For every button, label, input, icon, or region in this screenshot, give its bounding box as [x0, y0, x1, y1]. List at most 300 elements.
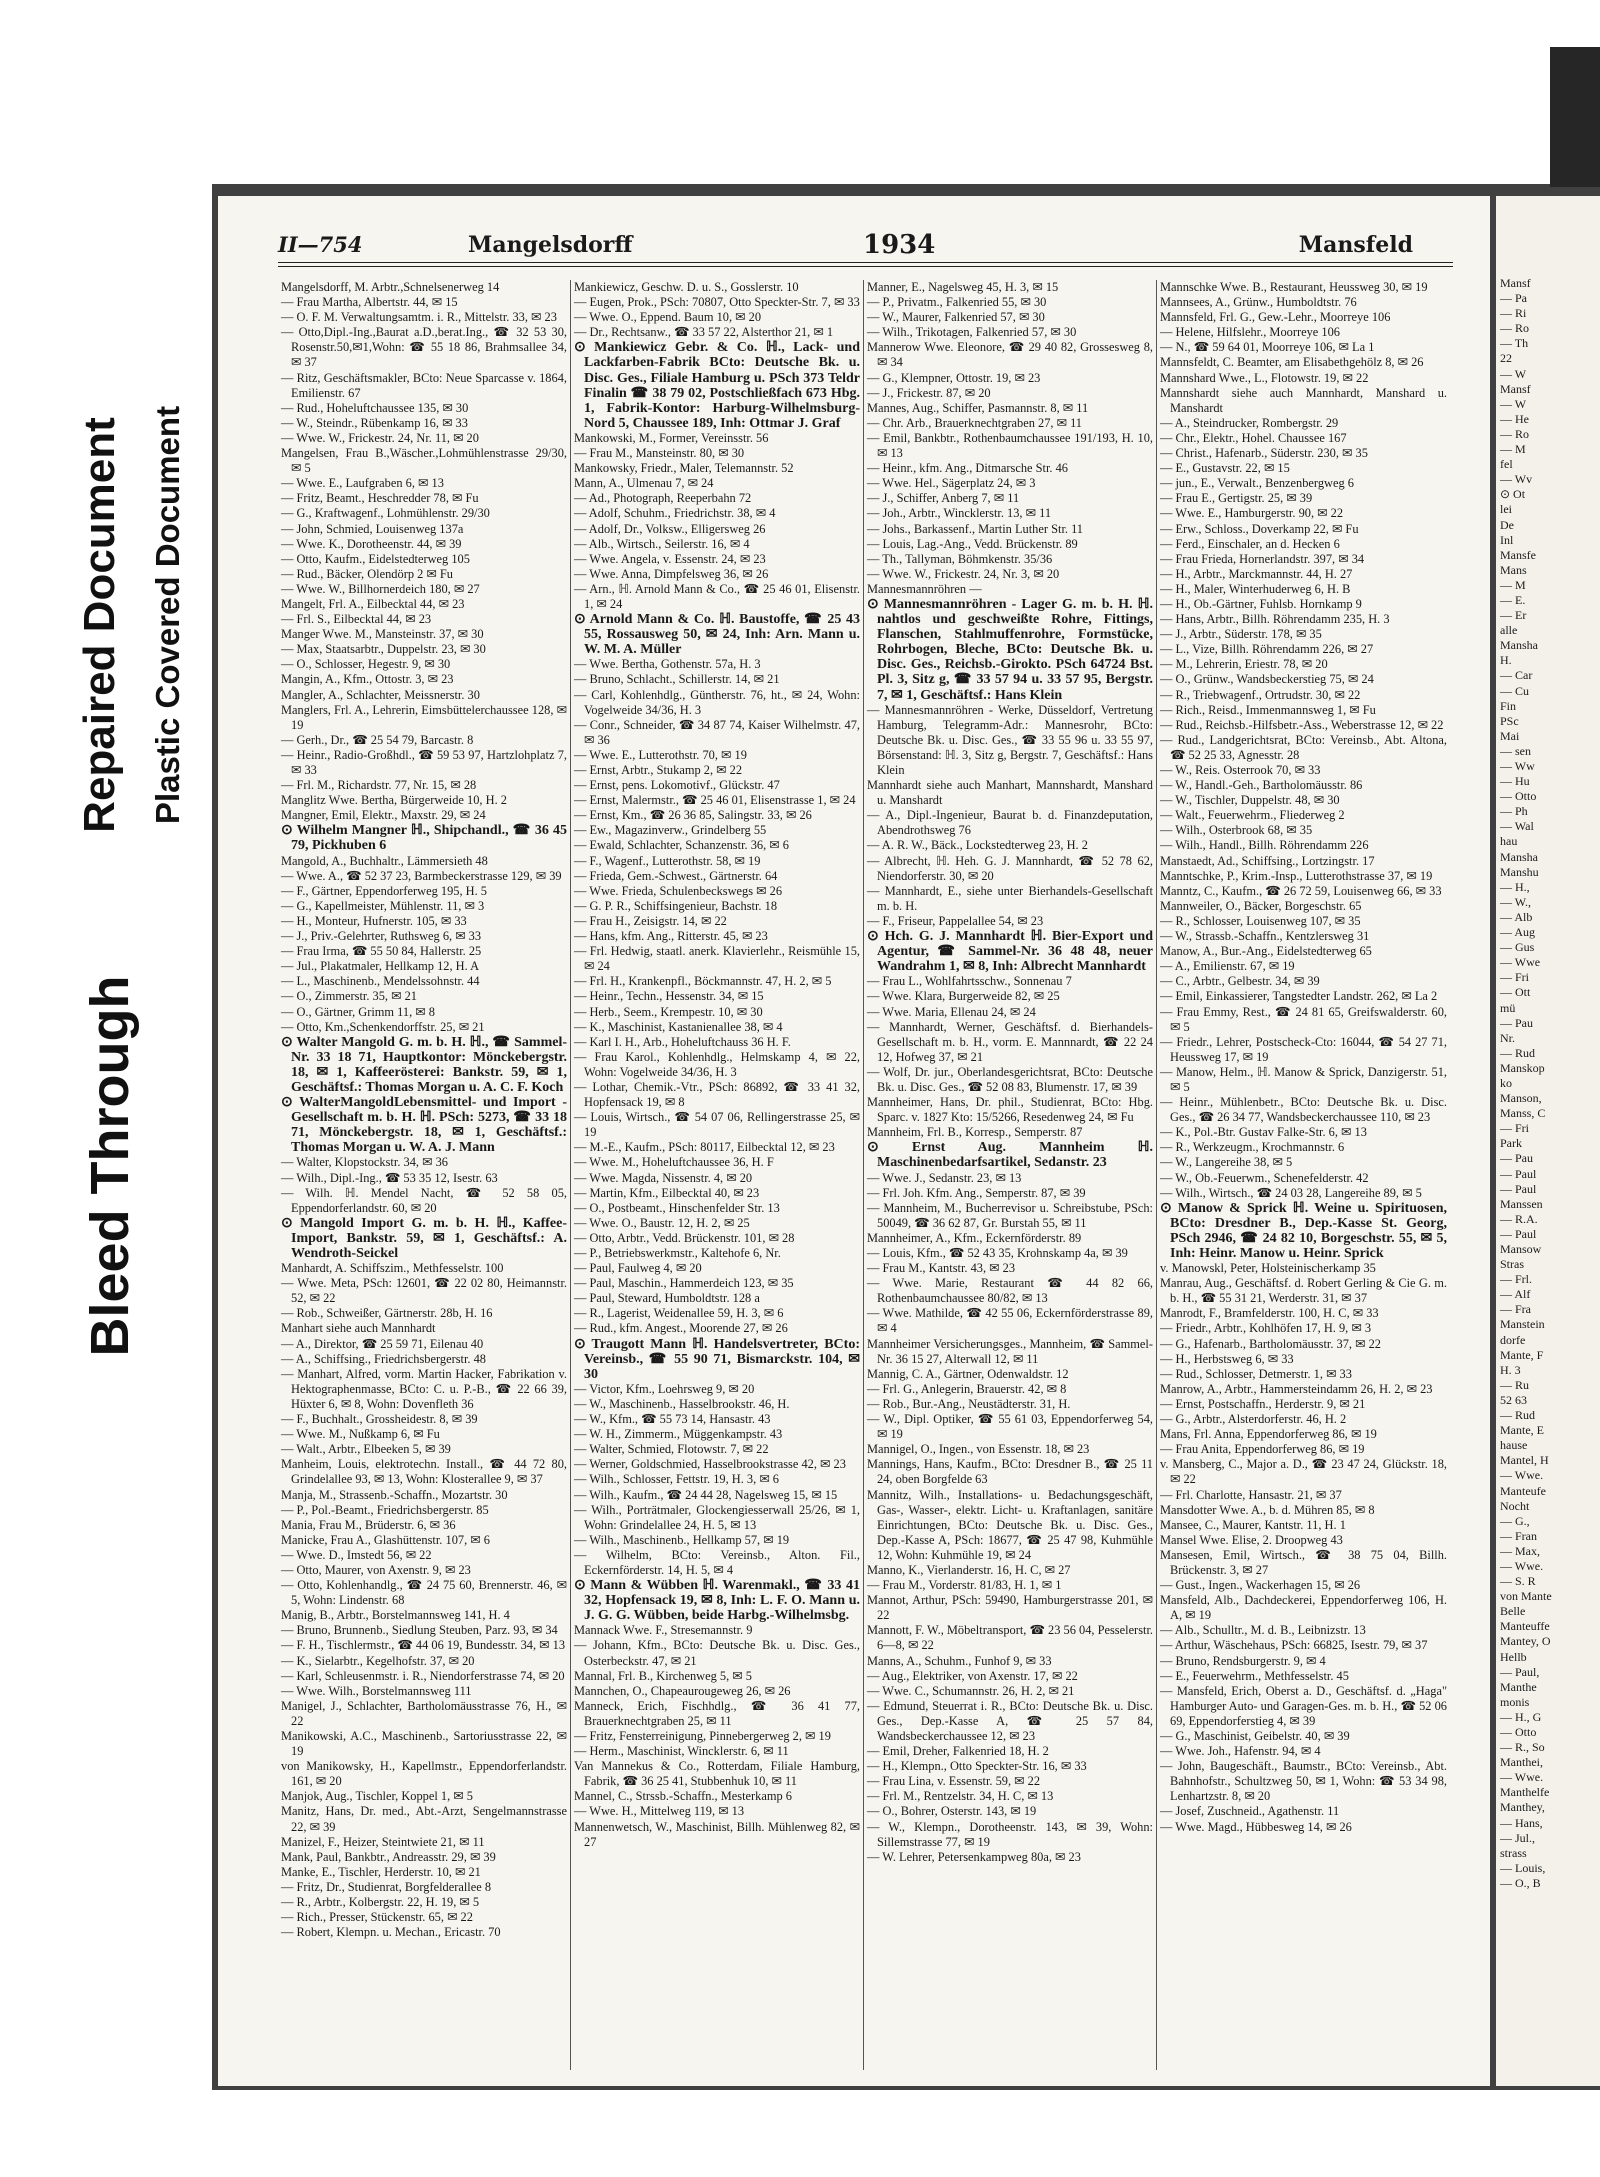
directory-entry: — Wwe. A., ☎ 52 37 23, Barmbeckerstrasse 129, ✉ 39: [281, 868, 562, 883]
next-page-line: Manthey,: [1500, 1800, 1545, 1815]
next-page-line: Manss, C: [1500, 1106, 1546, 1121]
directory-entry: Manow, A., Bur.-Ang., Eidelstedterweg 65: [1160, 944, 1372, 959]
directory-entry: — Wwe. Magd., Hübbesweg 14, ✉ 26: [1160, 1819, 1352, 1834]
next-page-line: — Ro: [1500, 426, 1530, 441]
directory-entry: — Rud., kfm. Angest., Moorende 27, ✉ 26: [574, 1321, 788, 1336]
directory-entry: — John, Baugeschäft., Baumstr., BCto: Vereinsb., Abt. Bahnhofstr., Schultzweg 50, ✉ 1, Wohn: ☎ 53 34 98, Lenhartzstr. 8, ✉ 20: [1160, 1759, 1447, 1804]
directory-entry: — P., Betriebswerkmstr., Kaltehofe 6, Nr.: [574, 1246, 781, 1260]
next-page-line: — Aug: [1500, 925, 1536, 940]
next-page-line: — Ott: [1500, 985, 1531, 1000]
directory-entry: Mannitz, Wilh., Installations- u. Bedachungsgeschäft, Gas-, Wasser-, elektr. Licht- u. Kraftanlagen, sanitäre Einrichtungen, BCto: Deutsche Bk. u. Disc. Ges., Dep.-Kasse A, PSch: 18677, ☎ 25 47 98, Kuhmühle 12, Wohn: Kuhmühle 19, ✉ 24: [867, 1487, 1153, 1562]
directory-entry: — Otto, Arbtr., Vedd. Brückenstr. 101, ✉ 28: [574, 1230, 795, 1245]
next-page-line: ⊙ Ot: [1500, 487, 1526, 502]
directory-entry: Mannsfeld, Frl. G., Gew.-Lehr., Moorreye 106: [1160, 310, 1391, 325]
directory-entry: Mannsfeldt, C. Beamter, am Elisabethgehölz 8, ✉ 26: [1160, 355, 1424, 370]
directory-entry: — Paul, Faulweg 4, ✉ 20: [574, 1261, 702, 1276]
directory-entry: Manner, E., Nagelsweg 45, H. 3, ✉ 15: [867, 280, 1059, 294]
directory-entry: — Frau L., Wohlfahrtsschw., Sonnenau 7: [867, 974, 1072, 989]
directory-entry: — Arn., ℍ. Arnold Mann & Co., ☎ 25 46 01, Elisenstr. 1, ✉ 24: [574, 581, 860, 611]
directory-entry: — W., Handl.-Geh., Bartholomäusstr. 86: [1160, 778, 1363, 793]
next-page-line: Manthelfe: [1500, 1785, 1550, 1800]
directory-entry: — Bruno, Rendsburgerstr. 9, ✉ 4: [1160, 1653, 1326, 1668]
directory-entry: — O., Postbeamt., Hinschenfelder Str. 13: [574, 1200, 780, 1215]
directory-entry: — A., Direktor, ☎ 25 59 71, Eilenau 40: [281, 1336, 484, 1351]
directory-entry: — Frl. Joh. Kfm. Ang., Semperstr. 87, ✉ 39: [867, 1185, 1086, 1200]
column-4: [1157, 280, 1450, 2070]
next-page-line: Manstein: [1500, 1317, 1545, 1332]
directory-entry: — Wwe. C., Schumannstr. 26, H. 2, ✉ 21: [867, 1683, 1075, 1698]
directory-entry: — Frau E., Gertigstr. 25, ✉ 39: [1160, 491, 1313, 506]
directory-entry: Mannings, Hans, Kaufm., BCto: Dresdner B., ☎ 25 11 24, oben Borgfelde 63: [867, 1457, 1153, 1487]
directory-entry: — jun., E., Verwalt., Benzenbergweg 6: [1160, 476, 1354, 491]
next-page-line: dorfe: [1500, 1332, 1526, 1347]
directory-entry: — Walt., Arbtr., Elbeeken 5, ✉ 39: [281, 1442, 451, 1457]
next-page-line: — Alb: [1500, 909, 1533, 924]
directory-entry: — Aug., Elektriker, von Axenstr. 17, ✉ 22: [867, 1668, 1078, 1683]
directory-entry: Mannes, Aug., Schiffer, Pasmannstr. 8, ✉ 11: [867, 400, 1089, 415]
next-page-line: — Hu: [1500, 774, 1530, 789]
directory-entry: — Wilh., Trikotagen, Falkenried 57, ✉ 30: [867, 325, 1077, 340]
directory-entry: Mangelt, Frl. A., Eilbecktal 44, ✉ 23: [281, 596, 465, 611]
directory-entry: — Wilh., Porträtmaler, Glockengiesserwall 25/26, ✉ 1, Wohn: Grindelallee 24, H. 5, ✉ 13: [574, 1502, 860, 1532]
next-page-line: — E.: [1500, 592, 1526, 607]
directory-entry: Manntschke, P., Krim.-Insp., Lutterothstrasse 37, ✉ 19: [1160, 868, 1433, 883]
directory-entry: — Mannhardt, Werner, Geschäftsf. d. Bierhandels-Gesellschaft m. b. H., vorm. E. Mannnardt, ☎ 22 24 12, Hofweg 37, ✉ 21: [867, 1019, 1153, 1064]
directory-entry: — Frl. S., Eilbecktal 44, ✉ 23: [281, 612, 432, 627]
directory-entry: — Wwe. K., Dorotheenstr. 44, ✉ 39: [281, 536, 462, 551]
directory-entry: Mannschke Wwe. B., Restaurant, Heussweg 30, ✉ 19: [1160, 280, 1428, 294]
directory-entry: — Mannheim, M., Bucherrevisor u. Schreibstube, PSch: 50049, ☎ 36 62 87, Gr. Burstah 55, ✉ 11: [867, 1200, 1153, 1230]
directory-entry: — Max, Staatsarbtr., Duppelstr. 23, ✉ 30: [281, 642, 486, 657]
directory-entry: — Ritz, Geschäftsmakler, BCto: Neue Sparcasse v. 1864, Emilienstr. 67: [281, 370, 567, 400]
next-page-line: — Ww: [1500, 759, 1535, 773]
next-page-line: — S. R: [1500, 1574, 1536, 1589]
directory-entry: Mangold, A., Buchhaltr., Lämmersieth 48: [281, 853, 488, 868]
next-page-line: — Fran: [1500, 1528, 1537, 1543]
next-page-line: Inl: [1500, 532, 1514, 547]
directory-entry: Manitz, Hans, Dr. med., Abt.-Arzt, Sengelmannstrasse 22, ✉ 39: [281, 1804, 567, 1834]
directory-entry: — Ernst, pens. Lokomotivf., Glückstr. 47: [574, 778, 780, 793]
directory-entry: ⊙ Mangold Import G. m. b. H. ℍ., Kaffee-Import, Bankstr. 59, ✉ 1, Geschäftsf.: A. Wendroth-Seickel: [281, 1215, 567, 1261]
directory-columns: [278, 280, 1453, 2070]
directory-entry: — H., Ob.-Gärtner, Fuhlsb. Hornkamp 9: [1160, 596, 1362, 611]
next-page-line: H.: [1500, 653, 1512, 668]
directory-entry: — Jul., Plakatmaler, Hellkamp 12, H. A: [281, 959, 480, 974]
directory-entry: — Otto, Kaufm., Eidelstedterweg 105: [281, 551, 470, 566]
directory-entry: — Manhart, Alfred, vorm. Martin Hacker, Fabrikation v. Hektographenmasse, BCto: C. u. P.-B., ☎ 22 66 39, Hüxter 6, ✉ 8, Wohn: Dovenfleth 36: [281, 1366, 567, 1411]
header-rule-double: [278, 266, 1453, 267]
next-page-line: — Ph: [1500, 804, 1528, 819]
header-first-name: Mangelsdorff: [468, 232, 633, 258]
directory-entry: Mannheim, Frl. B., Korresp., Semperstr. 87: [867, 1125, 1083, 1140]
directory-entry: Mansesen, Emil, Wirtsch., ☎ 38 75 04, Billh. Brückenstr. 3, ✉ 27: [1160, 1547, 1447, 1577]
directory-entry: — K., Maschinist, Kastanienallee 38, ✉ 4: [574, 1019, 783, 1034]
next-page-line: Mans: [1500, 562, 1527, 577]
directory-entry: — Frl. Charlotte, Hansastr. 21, ✉ 37: [1160, 1487, 1342, 1502]
directory-entry: — G., Hafenarb., Bartholomäusstr. 37, ✉ 22: [1160, 1336, 1381, 1351]
directory-entry: — Joh., Arbtr., Wincklerstr. 13, ✉ 11: [867, 506, 1052, 521]
directory-entry: — R., Arbtr., Kolbergstr. 22, H. 19, ✉ 5: [281, 1895, 480, 1910]
directory-entry: — W., Maurer, Falkenried 57, ✉ 30: [867, 310, 1045, 325]
directory-entry: — N., ☎ 59 64 01, Moorreye 106, ✉ La 1: [1160, 340, 1375, 355]
directory-entry: Manig, B., Arbtr., Borstelmannsweg 141, H. 4: [281, 1608, 510, 1623]
directory-entry: — R., Lagerist, Weidenallee 59, H. 3, ✉ 6: [574, 1306, 784, 1321]
directory-entry: — O., Gärtner, Grimm 11, ✉ 8: [281, 1004, 435, 1019]
directory-entry: — Robert, Klempn. u. Mechan., Ericastr. 70: [281, 1925, 501, 1940]
next-page-line: Manson,: [1500, 1091, 1542, 1106]
directory-entry: Manikowski, A.C., Maschinenb., Sartoriusstrasse 22, ✉ 19: [281, 1729, 567, 1759]
directory-entry: Mannott, F. W., Möbeltransport, ☎ 23 56 04, Pesselerstr. 6—8, ✉ 22: [867, 1623, 1153, 1653]
next-page-line: — W.,: [1500, 894, 1532, 909]
next-page-line: Manskop: [1500, 1060, 1545, 1075]
directory-entry: — Friedr., Arbtr., Kohlhöfen 17, H. 9, ✉ 3: [1160, 1321, 1372, 1336]
next-page-edge: [1496, 196, 1600, 2086]
directory-entry: — W., Maschinenb., Hasselbrookstr. 46, H.: [574, 1396, 790, 1411]
directory-entry: — Gerh., Dr., ☎ 25 54 79, Barcastr. 8: [281, 732, 474, 747]
next-page-line: — Paul: [1500, 1226, 1537, 1241]
directory-entry: — L., Maschinenb., Mendelssohnstr. 44: [281, 974, 480, 989]
directory-entry: — Louis, Lag.-Ang., Vedd. Brückenstr. 89: [867, 536, 1078, 551]
next-page-line: — Louis,: [1500, 1860, 1546, 1875]
next-page-line: — Jul.,: [1500, 1830, 1536, 1845]
directory-entry: Mannheimer, Hans, Dr. phil., Studienrat, BCto: Hbg. Sparc. v. 1827 Kto: 15/5266, Resedenweg 24, ✉ Fu: [867, 1095, 1153, 1125]
next-page-line: — Wwe.: [1500, 1770, 1544, 1785]
next-page-line: — Pau: [1500, 1015, 1533, 1030]
directory-entry: — F., Gärtner, Eppendorferweg 195, H. 5: [281, 883, 487, 898]
directory-entry: Mannheimer Versicherungsges., Mannheim, ☎ Sammel-Nr. 36 15 27, Alterwall 12, ✉ 11: [867, 1336, 1153, 1366]
directory-entry: — W., Klempn., Dorotheenstr. 143, ✉ 39, Wohn: Sillemstrasse 77, ✉ 19: [867, 1819, 1153, 1849]
directory-entry: — Victor, Kfm., Loehrsweg 9, ✉ 20: [574, 1381, 755, 1396]
next-page-line: hau: [1500, 834, 1518, 849]
next-page-line: — Hans,: [1500, 1815, 1543, 1830]
directory-entry: Mansfeld, Alb., Dachdeckerei, Eppendorferweg 106, H. A, ✉ 19: [1160, 1593, 1447, 1623]
next-page-line: Hellb: [1500, 1649, 1527, 1664]
directory-entry: — G. P. R., Schiffsingenieur, Bachstr. 18: [574, 898, 778, 913]
scan-corner-shadow: [1550, 47, 1600, 187]
next-page-line: 22: [1500, 351, 1512, 366]
next-page-line: fel: [1500, 457, 1513, 472]
directory-entry: — Herm., Maschinist, Wincklerstr. 6, ✉ 11: [574, 1744, 789, 1759]
directory-entry: Mania, Frau M., Brüderstr. 6, ✉ 36: [281, 1517, 456, 1532]
next-page-line: — Paul,: [1500, 1664, 1540, 1679]
next-page-line: Mansf: [1500, 381, 1531, 396]
directory-entry: — John, Schmied, Louisenweg 137a: [281, 521, 464, 536]
next-page-line: Manteuffe: [1500, 1619, 1550, 1634]
directory-entry: — Wwe. Wilh., Borstelmannsweg 111: [281, 1683, 472, 1698]
next-page-line: — He: [1500, 411, 1529, 426]
next-page-line: — H., G: [1500, 1709, 1542, 1724]
directory-entry: — Wwe. E., Hamburgerstr. 90, ✉ 22: [1160, 506, 1344, 521]
directory-entry: — Wwe. M., Hoheluftchaussee 36, H. F: [574, 1155, 774, 1170]
directory-entry: — Heinr., Radio-Großhdl., ☎ 59 53 97, Hartzlohplatz 7, ✉ 33: [281, 747, 567, 777]
next-page-line: monis: [1500, 1694, 1530, 1709]
directory-entry: — A., Schiffsing., Friedrichsbergerstr. 48: [281, 1351, 487, 1366]
directory-entry: — Rud., Reichsb.-Hilfsbetr.-Ass., Weberstrasse 12, ✉ 22: [1160, 717, 1444, 732]
directory-entry: — Ernst, Arbtr., Stukamp 2, ✉ 22: [574, 763, 743, 777]
directory-entry: — E., Gustavstr. 22, ✉ 15: [1160, 461, 1290, 476]
directory-entry: — Frau H., Zeisigstr. 14, ✉ 22: [574, 913, 727, 928]
directory-entry: — M., Lehrerin, Eriestr. 78, ✉ 20: [1160, 657, 1328, 672]
directory-entry: — O. F. M. Verwaltungsamtm. i. R., Mittelstr. 33, ✉ 23: [281, 310, 557, 325]
directory-entry: — F., Friseur, Pappelallee 54, ✉ 23: [867, 913, 1044, 928]
directory-entry: Mankowsky, Friedr., Maler, Telemannstr. 52: [574, 461, 794, 476]
next-page-line: Manshu: [1500, 864, 1539, 879]
directory-entry: Manhardt, A. Schiffszim., Methfesselstr. 100: [281, 1261, 504, 1276]
directory-entry: — Dr., Rechtsanw., ☎ 33 57 22, Alsterthor 21, ✉ 1: [574, 325, 834, 340]
next-page-line: — Alf: [1500, 1287, 1531, 1302]
directory-entry: — Wwe. Mathilde, ☎ 42 55 06, Eckernförderstrasse 89, ✉ 4: [867, 1306, 1153, 1336]
directory-entry: — Wilhelm, BCto: Vereinsb., Alton. Fil., Eckernförderstr. 14, H. 5, ✉ 4: [574, 1547, 860, 1577]
directory-entry: — Wilh., Osterbrook 68, ✉ 35: [1160, 823, 1313, 838]
directory-entry: — Wwe. Angela, v. Essenstr. 24, ✉ 23: [574, 551, 766, 566]
directory-entry: — H., Arbtr., Marckmannstr. 44, H. 27: [1160, 566, 1353, 581]
directory-entry: — Ew., Magazinverw., Grindelberg 55: [574, 823, 767, 838]
directory-entry: — W. Lehrer, Petersenkampweg 80a, ✉ 23: [867, 1849, 1081, 1864]
directory-entry: — Wwe. H., Mittelweg 119, ✉ 13: [574, 1804, 745, 1819]
page-number: II—754: [278, 232, 363, 257]
header-last-name: Mansfeld: [1298, 232, 1413, 258]
directory-entry: Mannerow Wwe. Eleonore, ☎ 29 40 82, Grossesweg 8, ✉ 34: [867, 340, 1153, 370]
next-page-line: De: [1500, 517, 1514, 532]
directory-entry: — F., Wagenf., Lutterothstr. 58, ✉ 19: [574, 853, 761, 868]
column-3: [864, 280, 1157, 2070]
directory-entry: — Walter, Klopstockstr. 34, ✉ 36: [281, 1155, 448, 1170]
directory-entry: — Frau M., Vorderstr. 81/83, H. 1, ✉ 1: [867, 1578, 1062, 1593]
directory-entry: — Frau Lina, v. Essenstr. 59, ✉ 22: [867, 1774, 1041, 1789]
directory-entry: — F., Buchhalt., Grossheidestr. 8, ✉ 39: [281, 1412, 478, 1427]
directory-entry: — Edmund, Steuerrat i. R., BCto: Deutsche Bk. u. Disc. Ges., Dep.-Kasse A, ☎ 25 57 84, Wandsbeckerchaussee 12, ✉ 23: [867, 1698, 1153, 1743]
directory-entry: — W., Langereihe 38, ✉ 5: [1160, 1155, 1293, 1170]
directory-entry: — Ernst, Postschaffn., Herderstr. 9, ✉ 21: [1160, 1396, 1366, 1411]
directory-entry: — O., Bohrer, Osterstr. 143, ✉ 19: [867, 1804, 1037, 1819]
directory-entry: — Wwe. E., Laufgraben 6, ✉ 13: [281, 476, 444, 491]
directory-entry: v. Mansberg, C., Major a. D., ☎ 23 47 24, Glückstr. 18, ✉ 22: [1160, 1457, 1447, 1487]
directory-entry: — Wwe. W., Frickestr. 24, Nr. 11, ✉ 20: [281, 430, 479, 445]
next-page-line: — W: [1500, 366, 1527, 381]
directory-entry: — Frl. H., Krankenpfl., Böckmannstr. 47, H. 2, ✉ 5: [574, 974, 832, 989]
next-page-line: ko: [1500, 1075, 1512, 1090]
next-page-line: — Otto: [1500, 789, 1537, 804]
directory-entry: — Rud., Bäcker, Olendörp 2 ✉ Fu: [281, 566, 453, 581]
directory-entry: Mankiewicz, Geschw. D. u. S., Gosslerstr. 10: [574, 280, 799, 294]
directory-entry: — W., Kfm., ☎ 55 73 14, Hansastr. 43: [574, 1412, 771, 1427]
directory-entry: Manger Wwe. M., Mansteinstr. 37, ✉ 30: [281, 627, 484, 642]
directory-entry: Manstaedt, Ad., Schiffsing., Lortzingstr. 17: [1160, 853, 1375, 868]
next-page-line: 52 63: [1500, 1392, 1527, 1407]
next-page-line: — O., B: [1500, 1875, 1541, 1890]
directory-entry: — O., Schlosser, Hegestr. 9, ✉ 30: [281, 657, 451, 672]
next-page-line: — Fri: [1500, 970, 1530, 985]
directory-entry: — Bruno, Schlacht., Schillerstr. 14, ✉ 21: [574, 672, 780, 687]
next-page-line: — Wwe.: [1500, 1558, 1544, 1573]
directory-entry: — Heinr., Mühlenbetr., BCto: Deutsche Bk. u. Disc. Ges., ☎ 26 34 77, Wandsbeckerchaussee 110, ✉ 23: [1160, 1095, 1447, 1125]
directory-entry: — Paul, Steward, Humboldtstr. 128 a: [574, 1291, 760, 1306]
directory-entry: Manns, A., Schuhm., Funhof 9, ✉ 33: [867, 1653, 1052, 1668]
column-2: [571, 280, 864, 2070]
directory-entry: Mannhardt siehe auch Manhart, Mannshardt, Manshard u. Manshardt: [867, 778, 1153, 808]
next-page-line: Manthe: [1500, 1679, 1537, 1694]
directory-entry: Mannesmannröhren —: [867, 581, 982, 596]
directory-entry: — Walter, Schmied, Flotowstr. 7, ✉ 22: [574, 1442, 769, 1457]
directory-entry: — Wwe. M., Nußkamp 6, ✉ Fu: [281, 1427, 440, 1442]
next-page-line: — H.,: [1500, 879, 1530, 894]
directory-entry: Mangelsen, Frau B.,Wäscher.,Lohmühlenstrasse 29/30, ✉ 5: [281, 446, 567, 476]
next-page-lines: [1496, 196, 1600, 1891]
directory-entry: Mannheimer, A., Kfm., Eckernförderstr. 89: [867, 1230, 1082, 1245]
directory-entry: — Josef, Zuschneid., Agathenstr. 11: [1160, 1804, 1340, 1819]
directory-entry: — Rud., Schlosser, Detmerstr. 1, ✉ 33: [1160, 1366, 1352, 1381]
directory-entry: — Chr., Elektr., Hohel. Chaussee 167: [1160, 430, 1347, 445]
directory-entry: — A., Emilienstr. 67, ✉ 19: [1160, 959, 1295, 974]
directory-entry: — O., Zimmerstr. 35, ✉ 21: [281, 989, 417, 1004]
column-1: [278, 280, 571, 2070]
directory-entry: — G., Arbtr., Alsterdorferstr. 46, H. 2: [1160, 1412, 1347, 1427]
directory-entry: — A., Steindrucker, Rombergstr. 29: [1160, 415, 1339, 430]
next-page-line: hause: [1500, 1438, 1528, 1453]
next-page-line: Mantey, O: [1500, 1634, 1551, 1649]
directory-entry: Manglers, Frl. A., Lehrerin, Eimsbüttelerchaussee 128, ✉ 19: [281, 702, 567, 732]
directory-entry: — P., Privatm., Falkenried 55, ✉ 30: [867, 295, 1047, 310]
directory-entry: Mank, Paul, Bankbtr., Andreasstr. 29, ✉ 39: [281, 1849, 496, 1864]
directory-entry: — Erw., Schloss., Doverkamp 22, ✉ Fu: [1160, 521, 1359, 536]
directory-entry: — Ewald, Schlachter, Schanzenstr. 36, ✉ 6: [574, 838, 789, 853]
directory-entry: — Louis, Wirtsch., ☎ 54 07 06, Rellingerstrasse 25, ✉ 19: [574, 1110, 860, 1140]
directory-entry: Manglitz Wwe. Bertha, Bürgerweide 10, H. 2: [281, 793, 507, 808]
directory-entry: — Wwe. D., Imstedt 56, ✉ 22: [281, 1547, 432, 1562]
directory-entry: — Wwe. E., Lutterothstr. 70, ✉ 19: [574, 747, 747, 762]
directory-entry: Mannack Wwe. F., Stresemannstr. 9: [574, 1623, 753, 1638]
directory-entry: — Frau Emmy, Rest., ☎ 24 81 65, Greifswalderstr. 60, ✉ 5: [1160, 1004, 1447, 1034]
next-page-line: Stras: [1500, 1257, 1524, 1272]
directory-entry: — Otto,Dipl.-Ing.,Baurat a.D.,berat.Ing., ☎ 32 53 30, Rosenstr.50,✉1,Wohn: ☎ 55 18 86, Brahmsallee 34, ✉ 37: [281, 325, 567, 370]
directory-entry: — Emil, Bankbtr., Rothenbaumchaussee 191/193, H. 10, ✉ 13: [867, 430, 1153, 461]
directory-entry: — Wwe. W., Billhornerdeich 180, ✉ 27: [281, 581, 480, 596]
next-page-line: — Paul: [1500, 1166, 1537, 1181]
directory-entry: — K., Pol.-Btr. Gustav Falke-Str. 6, ✉ 13: [1160, 1125, 1367, 1140]
directory-entry: — Wwe. Frieda, Schulenbeckswegs ✉ 26: [574, 883, 783, 898]
directory-entry: — Rud., Landgerichtsrat, BCto: Vereinsb., Abt. Altona, ☎ 52 25 33, Agnesstr. 28: [1160, 732, 1447, 762]
directory-entry: Mannshard Wwe., L., Flotowstr. 19, ✉ 22: [1160, 370, 1369, 385]
next-page-line: — Gus: [1500, 940, 1535, 955]
plastic-covered-label: Plastic Covered Document: [149, 405, 186, 825]
directory-entry: — Arthur, Wäschehaus, PSch: 66825, Isestr. 79, ✉ 37: [1160, 1638, 1428, 1653]
directory-entry: Van Mannekus & Co., Rotterdam, Filiale Hamburg, Fabrik, ☎ 36 25 41, Stubbenhuk 10, ✉ 11: [574, 1759, 860, 1789]
next-page-line: Belle: [1500, 1604, 1526, 1619]
directory-entry: ⊙ Ernst Aug. Mannheim ℍ. Maschinenbedarfsartikel, Sedanstr. 23: [867, 1140, 1153, 1171]
directory-entry: — Heinr., kfm. Ang., Ditmarsche Str. 46: [867, 461, 1068, 476]
directory-entry: — Ernst, Malermstr., ☎ 25 46 01, Elisenstrasse 1, ✉ 24: [574, 793, 856, 808]
directory-entry: — J., Schiffer, Anberg 7, ✉ 11: [867, 491, 1020, 506]
directory-entry: — R., Werkzeugm., Krochmannstr. 6: [1160, 1140, 1345, 1155]
next-page-line: alle: [1500, 623, 1518, 638]
directory-entry: Manneck, Erich, Fischhdlg., ☎ 36 41 77, Brauerknechtgraben 25, ✉ 11: [574, 1698, 860, 1728]
directory-entry: — Frau Anita, Eppendorferweg 86, ✉ 19: [1160, 1442, 1365, 1457]
next-page-line: — Fra: [1500, 1302, 1531, 1317]
directory-entry: Mannal, Frl. B., Kirchenweg 5, ✉ 5: [574, 1668, 752, 1683]
directory-entry: — Frau Irma, ☎ 55 50 84, Hallerstr. 25: [281, 944, 482, 959]
directory-entry: ⊙ Arnold Mann & Co. ℍ. Baustoffe, ☎ 25 43 55, Rossausweg 50, ✉ 24, Inh: Arn. Mann u. W. M. A. Müller: [574, 612, 860, 658]
directory-entry: Mannigel, O., Ingen., von Essenstr. 18, ✉ 23: [867, 1442, 1090, 1457]
directory-entry: Mansdotter Wwe. A., b. d. Mühren 85, ✉ 8: [1160, 1502, 1375, 1517]
directory-entry: ⊙ Wilhelm Mangner ℍ., Shipchandl., ☎ 36 45 79, Pickhuben 6: [281, 823, 567, 854]
directory-entry: — Rud., Hoheluftchaussee 135, ✉ 30: [281, 400, 469, 415]
directory-entry: — H., Klempn., Otto Speckter-Str. 16, ✉ 33: [867, 1759, 1087, 1774]
directory-entry: — G., Kapellmeister, Mühlenstr. 11, ✉ 3: [281, 898, 485, 913]
next-page-line: Mai: [1500, 728, 1520, 743]
directory-entry: Mannig, C. A., Gärtner, Odenwaldstr. 12: [867, 1366, 1069, 1381]
directory-entry: Manke, E., Tischler, Herderstr. 10, ✉ 21: [281, 1864, 481, 1879]
directory-entry: — Wwe. Meta, PSch: 12601, ☎ 22 02 80, Heimannstr. 52, ✉ 22: [281, 1276, 567, 1306]
directory-entry: — Wwe. O., Baustr. 12, H. 2, ✉ 25: [574, 1215, 750, 1230]
next-page-line: — Wwe.: [1500, 1468, 1544, 1483]
directory-entry: — Wolf, Dr. jur., Oberlandesgerichtsrat, BCto: Deutsche Bk. u. Disc. Ges., ☎ 52 08 83, Blumenstr. 17, ✉ 39: [867, 1064, 1153, 1094]
directory-entry: — Friedr., Lehrer, Postscheck-Cto: 16044, ☎ 54 27 71, Heussweg 17, ✉ 19: [1160, 1034, 1447, 1064]
next-page-line: — Er: [1500, 608, 1527, 623]
next-page-line: Mansha: [1500, 849, 1538, 864]
next-page-line: Mansha: [1500, 638, 1538, 653]
directory-entry: — Frau Karol., Kohlenhdlg., Helmskamp 4, ✉ 22, Wohn: Vogelweide 34/36, H. 3: [574, 1049, 860, 1079]
directory-entry: — Frl. M., Rentzelstr. 34, H. C, ✉ 13: [867, 1789, 1054, 1804]
directory-entry: v. Manowskl, Peter, Holsteinischerkamp 35: [1160, 1261, 1376, 1276]
directory-entry: — W., Strassb.-Schaffn., Kentzlersweg 31: [1160, 929, 1370, 944]
directory-entry: — Wilh., Wirtsch., ☎ 24 03 28, Langereihe 89, ✉ 5: [1160, 1185, 1422, 1200]
directory-entry: — Paul, Maschin., Hammerdeich 123, ✉ 35: [574, 1276, 794, 1291]
directory-entry: Mannenwetsch, W., Maschinist, Billh. Mühlenweg 82, ✉ 27: [574, 1819, 860, 1849]
next-page-line: Mansow: [1500, 1242, 1542, 1256]
directory-entry: — R., Schlosser, Louisenweg 107, ✉ 35: [1160, 913, 1361, 928]
directory-entry: Mangelsdorff, M. Arbtr.,Schnelsenerweg 14: [281, 280, 500, 294]
next-page-line: lei: [1500, 502, 1512, 517]
directory-entry: — W., Dipl. Optiker, ☎ 55 61 03, Eppendorferweg 54, ✉ 19: [867, 1412, 1153, 1442]
directory-entry: — Rich., Presser, Stückenstr. 65, ✉ 22: [281, 1910, 473, 1925]
directory-entry: — Rich., Reisd., Immenmannsweg 1, ✉ Fu: [1160, 702, 1376, 717]
directory-entry: — Adolf, Schuhm., Friedrichstr. 38, ✉ 4: [574, 506, 776, 521]
directory-entry: — W. H., Zimmerm., Müggenkampstr. 43: [574, 1427, 783, 1442]
next-page-line: — Paul: [1500, 1181, 1537, 1196]
directory-entry: Manizel, F., Heizer, Steintwiete 21, ✉ 11: [281, 1834, 485, 1849]
next-page-line: — W: [1500, 396, 1527, 411]
directory-entry: — Rob., Bur.-Ang., Neustädterstr. 31, H.: [867, 1396, 1071, 1411]
directory-entry: — R., Triebwagenf., Ortrudstr. 30, ✉ 22: [1160, 687, 1361, 702]
next-page-line: PSc: [1500, 713, 1519, 728]
next-page-line: — sen: [1500, 743, 1531, 758]
directory-entry: — Th., Tallyman, Böhmkenstr. 35/36: [867, 551, 1053, 566]
directory-entry: ⊙ WalterMangoldLebensmittel- und Import - Gesellschaft m. b. H. ℍ. PSch: 5273, ☎ 33 18 71, Mönckebergstr. 18, ✉ 1, Geschäftsf.: Thomas Morgan u. W. A. J. Mann: [281, 1095, 567, 1156]
next-page-line: Nr.: [1500, 1030, 1515, 1045]
directory-entry: — Wilh., Kaufm., ☎ 24 44 28, Nagelsweg 15, ✉ 15: [574, 1487, 838, 1502]
bleed-through-label: Bleed Through: [80, 975, 140, 1357]
directory-entry: Manntz, C., Kaufm., ☎ 26 72 59, Louisenweg 66, ✉ 33: [1160, 883, 1442, 898]
directory-entry: Mans, Frl. Anna, Eppendorferweg 86, ✉ 19: [1160, 1427, 1377, 1442]
directory-entry: — W., Tischler, Duppelstr. 48, ✉ 30: [1160, 793, 1340, 808]
directory-entry: — A., Dipl.-Ingenieur, Baurat b. d. Finanzdeputation, Abendrothsweg 76: [867, 808, 1153, 838]
directory-entry: — Wilh., Schlosser, Fettstr. 19, H. 3, ✉ 6: [574, 1472, 780, 1487]
directory-entry: — Wwe. Anna, Dimpfelsweg 36, ✉ 26: [574, 566, 769, 581]
next-page-line: — Ri: [1500, 306, 1527, 321]
directory-entry: — Fritz, Fensterreinigung, Pinnebergerweg 2, ✉ 19: [574, 1729, 831, 1743]
directory-page: [218, 196, 1490, 2086]
directory-entry: — Lothar, Chemik.-Vtr., PSch: 86892, ☎ 33 41 32, Hopfensack 19, ✉ 8: [574, 1079, 860, 1110]
directory-entry: Mangin, A., Kfm., Ottostr. 3, ✉ 23: [281, 672, 454, 687]
directory-entry: Mankowski, M., Former, Vereinsstr. 56: [574, 430, 769, 445]
next-page-line: Mansfe: [1500, 547, 1536, 562]
next-page-line: — Pa: [1500, 291, 1527, 306]
directory-entry: — Frau Frieda, Hornerlandstr. 397, ✉ 34: [1160, 551, 1365, 566]
directory-entry: — W., Reis. Osterrook 70, ✉ 33: [1160, 763, 1321, 777]
next-page-line: von Mante: [1500, 1589, 1552, 1604]
directory-entry: ⊙ Traugott Mann ℍ. Handelsvertreter, BCto: Vereinsb., ☎ 55 90 71, Bismarckstr. 104, ✉ 30: [574, 1336, 860, 1382]
directory-entry: Mannweiler, O., Bäcker, Borgeschstr. 65: [1160, 898, 1362, 913]
